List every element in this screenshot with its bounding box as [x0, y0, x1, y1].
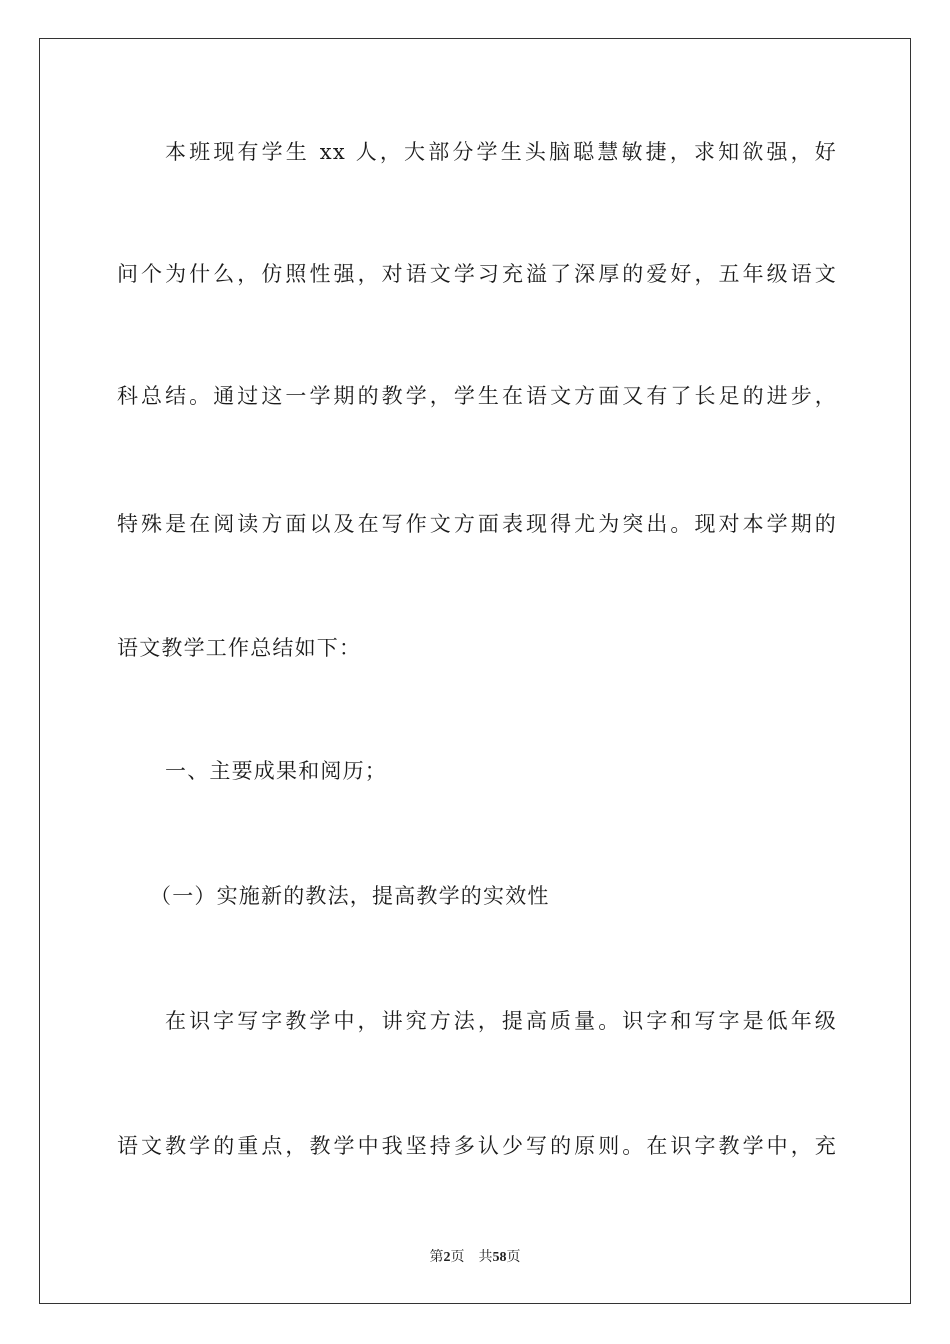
paragraph-line-7: 语文教学的重点，教学中我坚持多认少写的原则。在识字教学中，充	[117, 1134, 837, 1158]
page-footer	[0, 1246, 950, 1266]
paragraph-line-6: 在识字写字教学中，讲究方法，提高质量。识字和写字是低年级	[165, 1009, 837, 1033]
paragraph-line-3: 科总结。通过这一学期的教学，学生在语文方面又有了长足的进步，	[117, 384, 837, 408]
section-heading: 一、主要成果和阅历；	[165, 759, 387, 783]
footer-page-suffix: 页	[506, 1250, 521, 1265]
footer-page-number: 2	[443, 1250, 451, 1265]
paragraph-line-4: 特殊是在阅读方面以及在写作文方面表现得尤为突出。现对本学期的	[117, 512, 837, 536]
page-border	[39, 38, 911, 1304]
footer-page-prefix: 第	[429, 1250, 444, 1265]
paragraph-line-2: 问个为什么，仿照性强，对语文学习充溢了深厚的爱好，五年级语文	[117, 262, 837, 286]
footer-page-mid: 页 共	[450, 1250, 493, 1265]
footer-total-pages: 58	[492, 1250, 507, 1265]
paragraph-line-5: 语文教学工作总结如下：	[117, 636, 362, 660]
paragraph-line-1: 本班现有学生 xx 人，大部分学生头脑聪慧敏捷，求知欲强，好	[165, 140, 837, 164]
subsection-heading: （一）实施新的教法，提高教学的实效性	[150, 884, 550, 908]
